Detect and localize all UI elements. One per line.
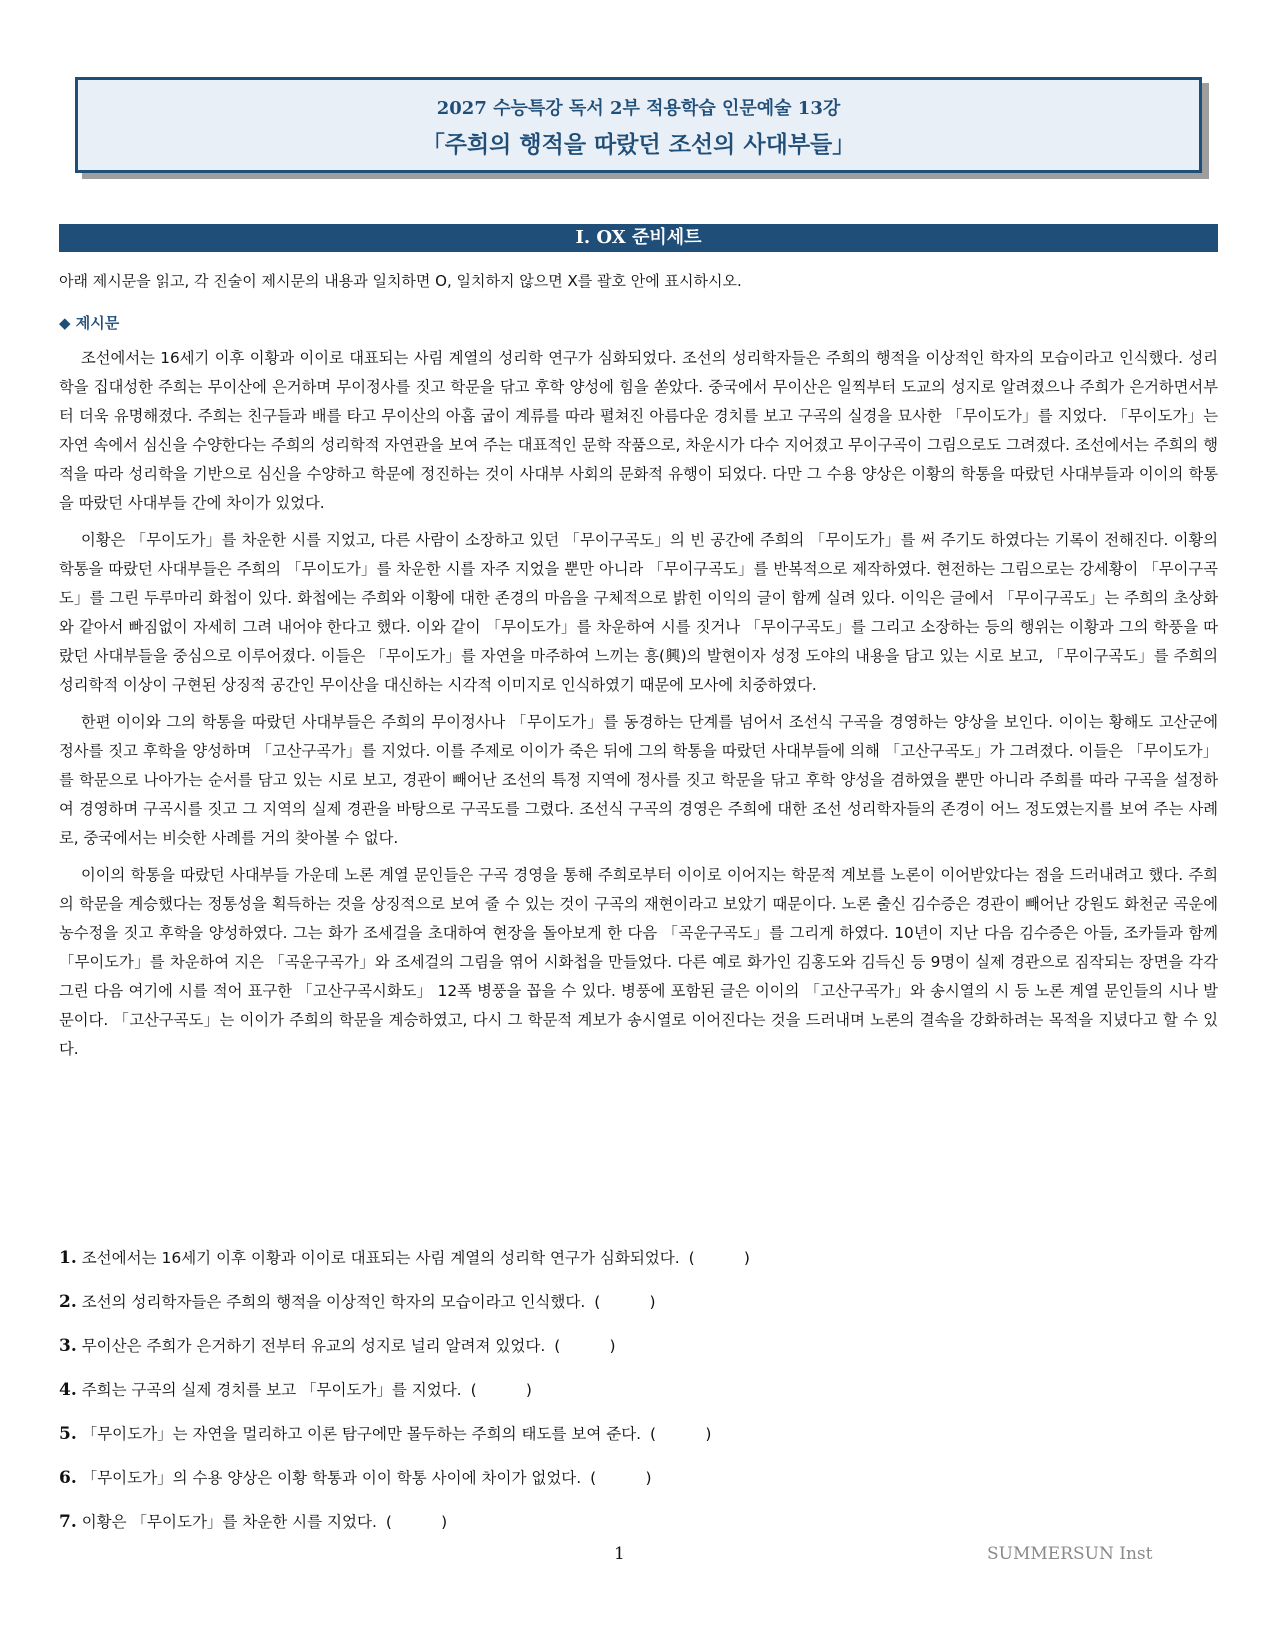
question-text: 조선의 성리학자들은 주희의 행적을 이상적인 학자의 모습이라고 인식했다. [81, 1293, 586, 1311]
answer-blank[interactable]: ( ) [594, 1293, 656, 1311]
footer-brand: SUMMERSUN Inst [987, 1544, 1153, 1564]
answer-blank[interactable]: ( ) [590, 1469, 652, 1487]
question-number: 4. [59, 1380, 77, 1400]
title-box [75, 77, 1202, 173]
passage-paragraph: 이이의 학통을 따랐던 사대부들 가운데 노론 계열 문인들은 구곡 경영을 통해 주희로부터 이이로 이어지는 학문적 계보를 노론이 이어받았다는 점을 드러내려고 했다. 주희의 학문을 계승했다는 정통성을 획득하는 것을 상징적으로 보여 줄 수 있는 것이 구곡의 재현이라고 보았기 때문이다. 노론 출신 김수증은 경관이 빼어난 강원도 화천군 곡운에 농수정을 짓고 후학을 양성하였다. 그는 화가 조세걸을 초대하여 현장을 돌아보게 한 다음 「곡운구곡도」를 그리게 하였다. 10년이 지난 다음 김수증은 아들, 조카들과 함께 「무이도가」를 차운하여 지은 「곡운구곡가」와 조세걸의 그림을 엮어 시화첩을 만들었다. 다른 예로 화가인 김홍도와 김득신 등 9명이 실제 경관으로 짐작되는 장면을 각각 그린 다음 여기에 시를 적어 표구한 「고산구곡시화도」 12폭 병풍을 꼽을 수 있다. 병풍에 포함된 글은 이이의 「고산구곡가」와 송시열의 시 등 노론 계열 문인들의 시나 발문이다. 「고산구곡도」는 이이가 주희의 학문을 계승하였고, 다시 그 학문적 계보가 송시열로 이어진다는 것을 드러내며 노론의 결속을 강화하려는 목적을 지녔다고 할 수 있다. [59, 866, 1218, 1058]
section-header: I. OX 준비세트 [59, 224, 1218, 252]
passage [59, 344, 1218, 1072]
question-item [59, 1380, 1218, 1424]
answer-blank[interactable]: ( ) [688, 1249, 750, 1267]
question-text: 이황은 「무이도가」를 차운한 시를 지었다. [81, 1513, 377, 1531]
question-text: 「무이도가」의 수용 양상은 이황 학통과 이이 학통 사이에 차이가 없었다. [81, 1469, 582, 1487]
question-number: 1. [59, 1248, 77, 1268]
passage-paragraph: 조선에서는 16세기 이후 이황과 이이로 대표되는 사림 계열의 성리학 연구가 심화되었다. 조선의 성리학자들은 주희의 행적을 이상적인 학자의 모습이라고 인식했다. 성리학을 집대성한 주희는 무이산에 은거하며 무이정사를 짓고 학문을 닦고 후학 양성에 힘을 쏟았다. 중국에서 무이산은 일찍부터 도교의 성지로 알려졌으나 주희가 은거하면서부터 더욱 유명해졌다. 주희는 친구들과 배를 타고 무이산의 아홉 굽이 계류를 따라 펼쳐진 아름다운 경치를 보고 구곡의 실경을 묘사한 「무이도가」를 지었다. 「무이도가」는 자연 속에서 심신을 수양한다는 주희의 성리학적 자연관을 보여 주는 대표적인 문학 작품으로, 차운시가 다수 지어졌고 무이구곡이 그림으로도 그려졌다. 조선에서는 주희의 행적을 따라 성리학을 기반으로 심신을 수양하고 학문에 정진하는 것이 사대부 사회의 문화적 유행이 되었다. 다만 그 수용 양상은 이황의 학통을 따랐던 사대부들과 이이의 학통을 따랐던 사대부들 간에 차이가 있었다. [59, 349, 1218, 512]
question-number: 5. [59, 1424, 77, 1444]
question-number: 6. [59, 1468, 77, 1488]
passage-paragraph: 한편 이이와 그의 학통을 따랐던 사대부들은 주희의 무이정사나 「무이도가」를 동경하는 단계를 넘어서 조선식 구곡을 경영하는 양상을 보인다. 이이는 황해도 고산군에 정사를 짓고 후학을 양성하며 「고산구곡가」를 지었다. 이를 주제로 이이가 죽은 뒤에 그의 학통을 따랐던 사대부들에 의해 「고산구곡도」가 그려졌다. 이들은 「무이도가」를 학문으로 나아가는 순서를 담고 있는 시로 보고, 경관이 빼어난 조선의 특정 지역에 정사를 짓고 학문을 닦고 후학 양성을 겸하였을 뿐만 아니라 주희를 따라 구곡을 설정하여 경영하며 구곡시를 짓고 그 지역의 실제 경관을 바탕으로 구곡도를 그렸다. 조선식 구곡의 경영은 주희에 대한 조선 성리학자들의 존경이 어느 정도였는지를 보여 주는 사례로, 중국에서는 비슷한 사례를 거의 찾아볼 수 없다. [59, 713, 1219, 847]
question-item [59, 1424, 1218, 1468]
answer-blank[interactable]: ( ) [650, 1425, 712, 1443]
question-text: 「무이도가」는 자연을 멀리하고 이론 탐구에만 몰두하는 주희의 태도를 보여 준다. [81, 1425, 642, 1443]
question-item [59, 1292, 1218, 1336]
question-text: 무이산은 주희가 은거하기 전부터 유교의 성지로 널리 알려져 있었다. [81, 1337, 546, 1355]
lecture-title: 2027 수능특강 독서 2부 적용학습 인문예술 13강 [436, 98, 841, 119]
instruction-text: 아래 제시문을 읽고, 각 진술이 제시문의 내용과 일치하면 O, 일치하지 않으면 X를 괄호 안에 표시하시오. [59, 272, 742, 290]
passage-title: 「주희의 행적을 따랐던 조선의 사대부들」 [421, 132, 856, 158]
question-text: 주희는 구곡의 실제 경치를 보고 「무이도가」를 지었다. [81, 1381, 462, 1399]
answer-blank[interactable]: ( ) [470, 1381, 532, 1399]
answer-blank[interactable]: ( ) [385, 1513, 448, 1531]
page-number: 1 [614, 1544, 625, 1564]
passage-paragraph: 이황은 「무이도가」를 차운한 시를 지었고, 다른 사람이 소장하고 있던 「무이구곡도」의 빈 공간에 주희의 「무이도가」를 써 주기도 하였다는 기록이 전해진다. 이황의 학통을 따랐던 사대부들은 주희의 「무이도가」를 차운한 시를 자주 지었을 뿐만 아니라 「무이구곡도」를 반복적으로 제작하였다. 현전하는 그림으로는 강세황이 「무이구곡도」를 그린 두루마리 화첩이 있다. 화첩에는 주희와 이황에 대한 존경의 마음을 구체적으로 밝힌 이익의 글이 함께 실려 있다. 이익은 글에서 「무이구곡도」는 주희의 초상화와 같아서 빠짐없이 자세히 그려 내어야 한다고 했다. 이와 같이 「무이도가」를 차운하여 시를 짓거나 「무이구곡도」를 그리고 소장하는 등의 행위는 이황과 그의 학풍을 따랐던 사대부들을 중심으로 이루어졌다. 이들은 「무이도가」를 자연을 마주하여 느끼는 흥(興)의 발현이자 성정 도야의 내용을 담고 있는 시로 보고, 「무이구곡도」를 주희의 성리학적 이상이 구현된 상징적 공간인 무이산을 대신하는 시각적 이미지로 인식하였기 때문에 모사에 치중하였다. [59, 531, 1218, 694]
answer-blank[interactable]: ( ) [554, 1337, 616, 1355]
question-text: 조선에서는 16세기 이후 이황과 이이로 대표되는 사림 계열의 성리학 연구가 심화되었다. [81, 1249, 680, 1267]
question-number: 2. [59, 1292, 77, 1312]
question-item [59, 1248, 1218, 1292]
question-number: 7. [59, 1512, 77, 1532]
question-list [59, 1248, 1218, 1556]
question-item [59, 1468, 1218, 1512]
question-item [59, 1336, 1218, 1380]
question-number: 3. [59, 1336, 77, 1356]
passage-label: ◆ 제시문 [59, 314, 120, 332]
